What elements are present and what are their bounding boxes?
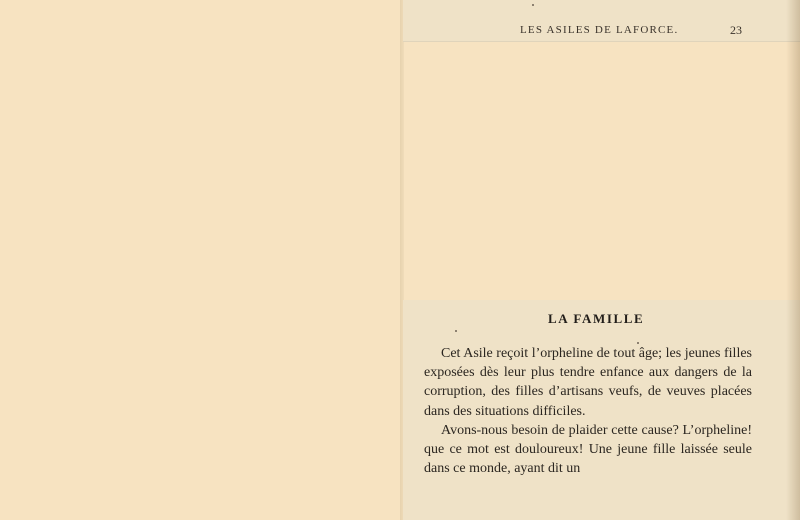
section-title: LA FAMILLE bbox=[548, 311, 645, 326]
page-edge-shadow bbox=[786, 0, 800, 520]
paragraph-2: Avons-nous besoin de plaider cette cause? L’orpheline! que ce mot est douloureux! Une jeune fille laissée seule dans ce monde, ayant dit un bbox=[424, 422, 752, 477]
paragraph-1: Cet Asile reçoit l’orpheline de tout âge; les jeunes filles exposées dès leur plus tendre enfance aux dangers de la corruption, des filles d’artisans veufs, de veuves placées dans des situations difficiles. bbox=[424, 346, 752, 419]
page-number: 23 bbox=[730, 23, 742, 37]
paper-speck bbox=[637, 342, 639, 344]
paper-speck bbox=[455, 330, 457, 332]
paper-speck bbox=[532, 4, 534, 6]
running-head: LES ASILES DE LAFORCE. bbox=[520, 24, 679, 36]
body-text bbox=[424, 344, 752, 478]
